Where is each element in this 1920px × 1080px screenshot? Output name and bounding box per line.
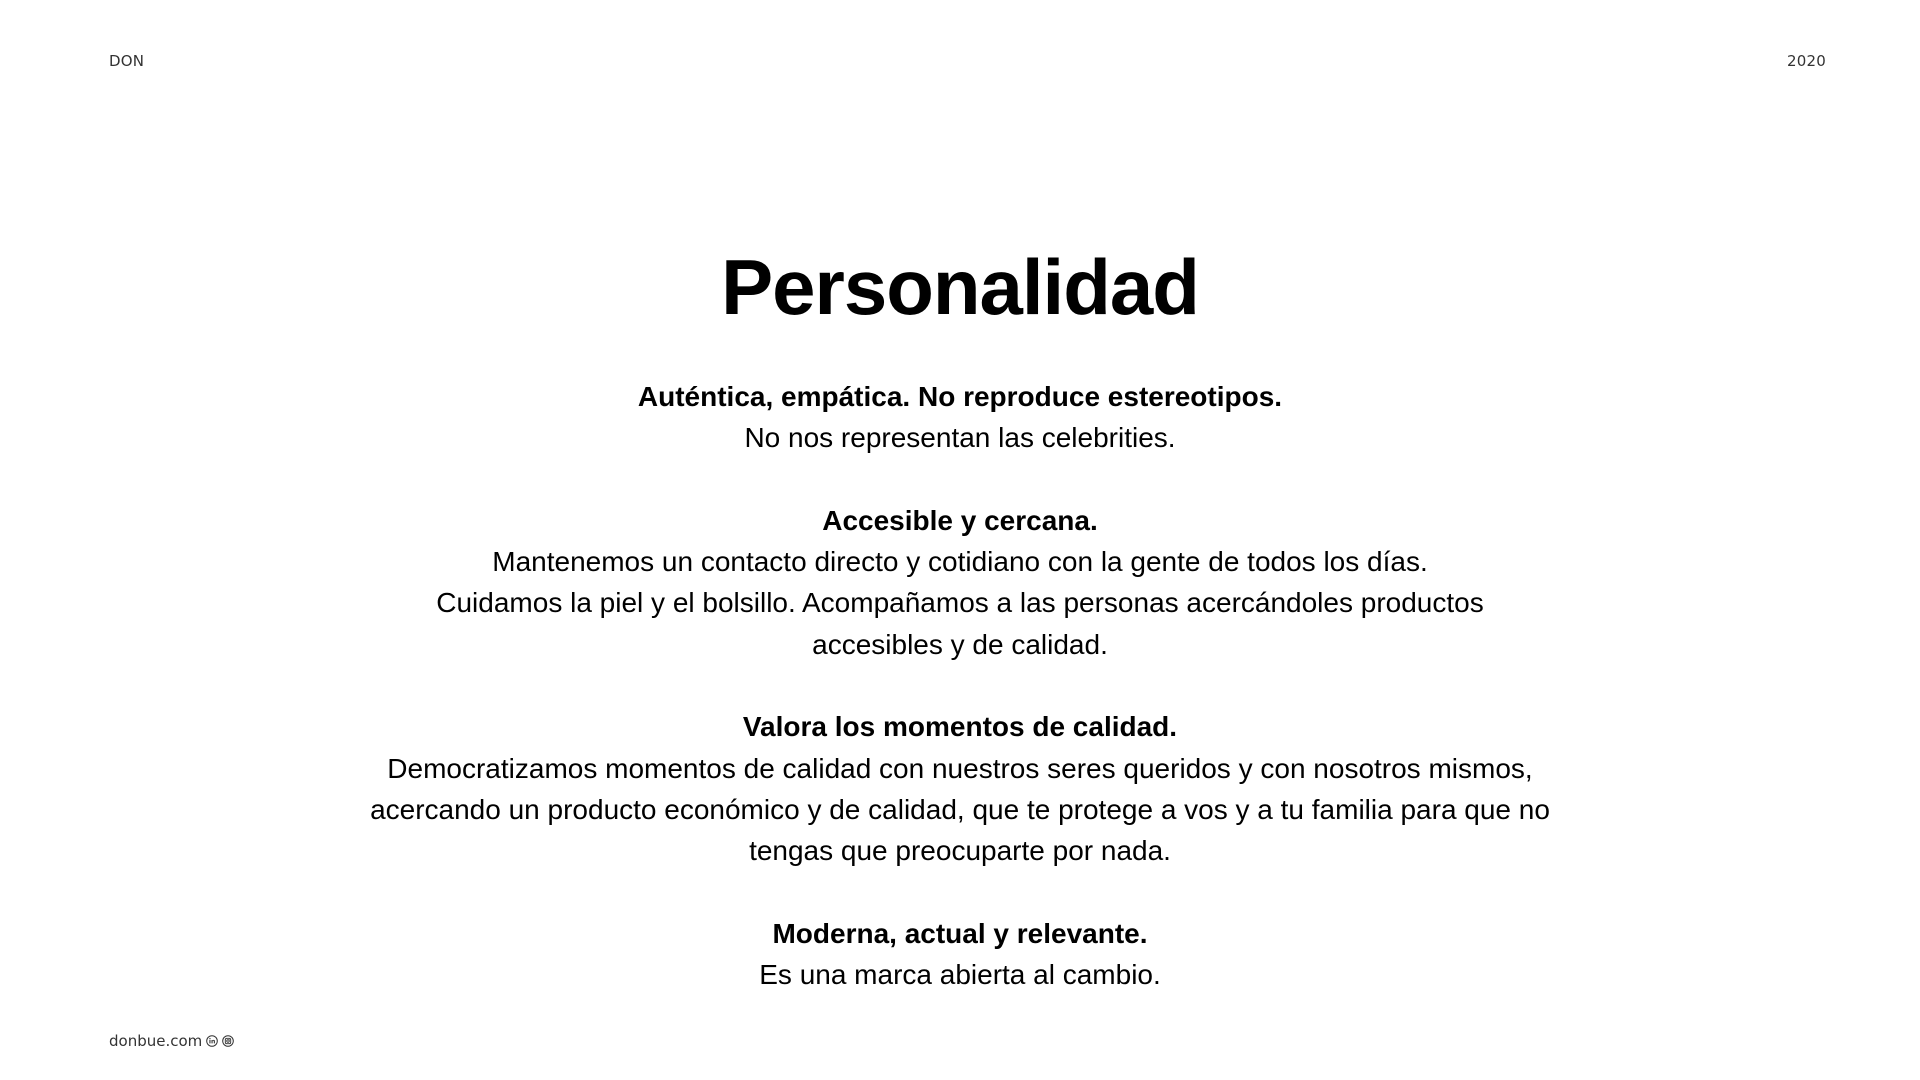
section-line: Democratizamos momentos de calidad con nuestros seres queridos y con nosotros mismos, [387,752,1533,784]
section-autentica [0,376,1920,459]
section-line: tengas que preocuparte por nada. [749,835,1171,867]
section-heading: Auténtica, empática. No reproduce estereotipos. [637,381,1283,412]
personality-content [0,376,1920,995]
section-line: No nos representan las celebrities. [744,422,1176,454]
brand-label: DON [109,52,145,70]
section-valora [0,706,1920,871]
section-heading: Valora los momentos de calidad. [742,711,1178,743]
section-moderna [0,913,1920,996]
section-accesible [0,500,1920,665]
website-link[interactable]: donbue.com [109,1032,203,1050]
year-label: 2020 [1787,52,1826,70]
section-line: Cuidamos la piel y el bolsillo. Acompañamos a las personas acercándoles productos [436,587,1484,619]
instagram-icon[interactable] [221,1035,234,1048]
section-line: accesibles y de calidad. [812,628,1108,660]
section-heading: Moderna, actual y relevante. [772,917,1148,949]
section-line: Mantenemos un contacto directo y cotidiano con la gente de todos los días. [492,546,1428,578]
footer [109,1032,234,1050]
linkedin-icon[interactable] [205,1035,218,1048]
section-line: acercando un producto económico y de calidad, que te protege a vos y a tu familia para que no [370,793,1550,825]
section-heading: Accesible y cercana. [822,504,1098,536]
section-line: Es una marca abierta al cambio. [759,959,1161,991]
page-title: Personalidad [721,243,1199,331]
